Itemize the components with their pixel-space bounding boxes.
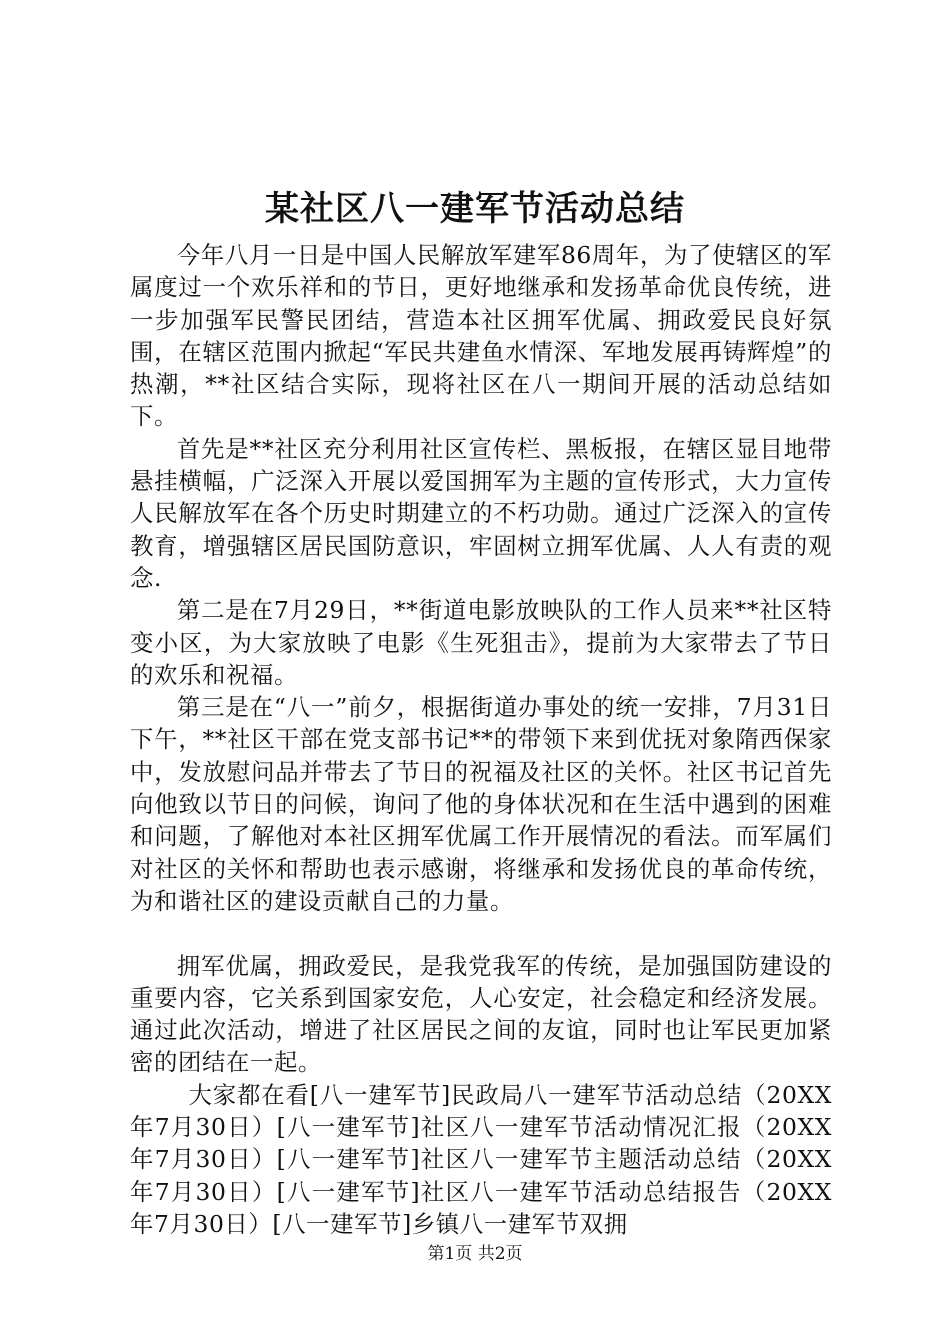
- document-body: [130, 239, 832, 1240]
- paragraph-intro: 今年八月一日是中国人民解放军建军86周年，为了使辖区的军属度过一个欢乐祥和的节日，更好地继承和发扬革命优良传统，进一步加强军民警民团结，营造本社区拥军优属、拥政爱民良好氛围，在辖区范围内掀起“军民共建鱼水情深、军地发展再铸辉煌”的热潮，**社区结合实际，现将社区在八一期间开展的活动总结如下。: [130, 241, 832, 431]
- document-title: 某社区八一建军节活动总结: [265, 189, 685, 229]
- paragraph-third: 第三是在“八一”前夕，根据街道办事处的统一安排，7月31日下午，**社区干部在党支部书记**的带领下来到优抚对象隋西保家中，发放慰问品并带去了节日的祝福及社区的关怀。社区书记首先向他致以节日的问候，询问了他的身体状况和在生活中遇到的困难和问题，了解他对本社区拥军优属工作开展情况的看法。而军属们对社区的关怀和帮助也表示感谢，将继承和发扬优良的革命传统，为和谐社区的建设贡献自己的力量。: [130, 693, 832, 915]
- page-number: 第1页 共2页: [427, 1244, 523, 1264]
- paragraph-second: 第二是在7月29日，**街道电影放映队的工作人员来**社区特变小区，为大家放映了电影《生死狙击》，提前为大家带去了节日的欢乐和祝福。: [130, 596, 832, 689]
- paragraph-first: 首先是**社区充分利用社区宣传栏、黑板报，在辖区显目地带悬挂横幅，广泛深入开展以爱国拥军为主题的宣传形式，大力宣传人民解放军在各个历史时期建立的不朽功勋。通过广泛深入的宣传教育，增强辖区居民国防意识，牢固树立拥军优属、人人有责的观念.: [130, 434, 832, 592]
- related-articles: 大家都在看[八一建军节]民政局八一建军节活动总结（20XX年7月30日）[八一建军节]社区八一建军节活动情况汇报（20XX年7月30日）[八一建军节]社区八一建军节主题活动总结（20XX年7月30日）[八一建军节]社区八一建军节活动总结报告（20XX年7月30日）[八一建军节]乡镇八一建军节双拥: [130, 1080, 832, 1238]
- paragraph-spacer: [130, 917, 832, 949]
- paragraph-conclusion: 拥军优属，拥政爱民，是我党我军的传统，是加强国防建设的重要内容，它关系到国家安危，人心安定，社会稳定和经济发展。通过此次活动，增进了社区居民之间的友谊，同时也让军民更加紧密的团结在一起。: [130, 951, 832, 1077]
